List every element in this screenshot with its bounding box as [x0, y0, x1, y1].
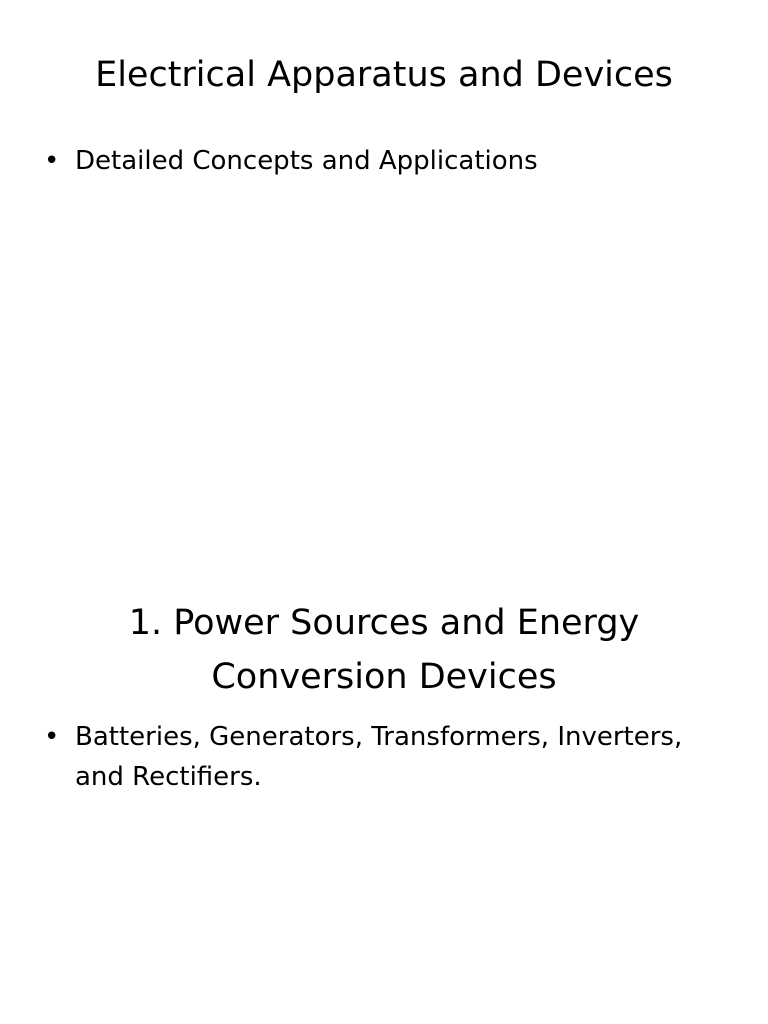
- bullet-dot-icon: •: [44, 722, 60, 752]
- bullet-item: [44, 717, 728, 797]
- slide-title: 1. Power Sources and Energy Conversion Devices: [128, 603, 640, 697]
- slide-2: [0, 576, 768, 1024]
- slide-title: Electrical Apparatus and Devices: [95, 55, 673, 95]
- bullet-list: [44, 717, 728, 797]
- bullet-text: Batteries, Generators, Transformers, Inverters, and Rectifiers.: [75, 722, 683, 792]
- bullet-item: [44, 141, 728, 181]
- bullet-text: Detailed Concepts and Applications: [75, 146, 538, 176]
- bullet-list: [44, 141, 728, 181]
- bullet-dot-icon: •: [44, 146, 60, 176]
